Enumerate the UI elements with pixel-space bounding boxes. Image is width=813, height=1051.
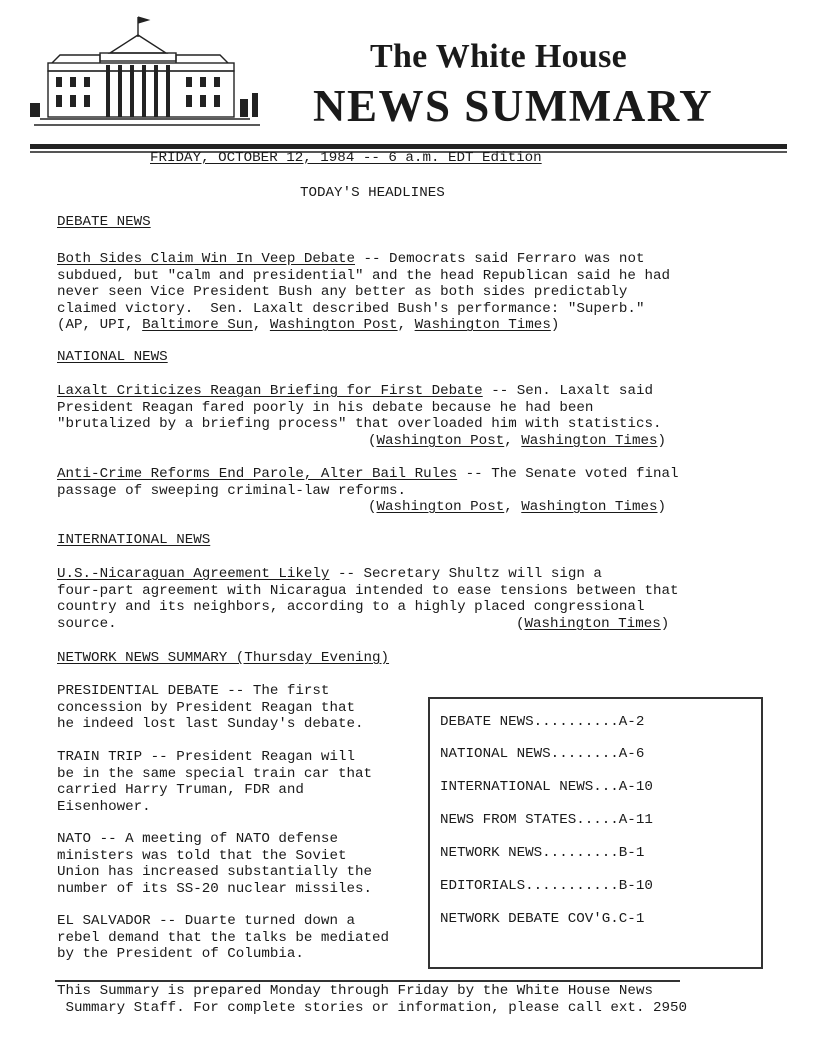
story-international-source: (Washington Times) <box>516 616 670 632</box>
index-item: NATIONAL NEWS........A-6 <box>440 746 645 762</box>
index-item: EDITORIALS...........B-10 <box>440 878 653 894</box>
masthead-subtitle: NEWS SUMMARY <box>313 81 714 131</box>
network-item-el-salvador: EL SALVADOR -- Duarte turned down a rebel demand that the talks be mediated by the President of Columbia. <box>57 913 390 963</box>
story-headline: U.S.-Nicaraguan Agreement Likely <box>57 566 330 582</box>
dateline: FRIDAY, OCTOBER 12, 1984 -- 6 a.m. EDT Edition <box>150 150 542 166</box>
story-text: -- The Senate voted final passage of sweeping criminal-law reforms. <box>57 466 679 499</box>
story-national-2 <box>57 466 687 499</box>
section-heading-national: NATIONAL NEWS <box>57 349 168 365</box>
story-headline: Laxalt Criticizes Reagan Briefing for First Debate <box>57 383 483 399</box>
network-item-debate: PRESIDENTIAL DEBATE -- The first concession by President Reagan that he indeed lost last Sunday's debate. <box>57 683 364 733</box>
story-headline: Both Sides Claim Win In Veep Debate <box>57 251 355 267</box>
footer-note: This Summary is prepared Monday through Friday by the White House News Summary Staff. For complete stories or information, please call ext. 2950 <box>57 983 688 1016</box>
story-text: -- Democrats said Ferraro was not subdued, but "calm and presidential" and the head Republican said he had never seen Vice President Bush any better as both sides predictably claimed victory. Sen. Laxalt described Bush's performance: "Superb." <box>57 251 670 317</box>
story-text: -- Secretary Shultz will sign a four-part agreement with Nicaragua intended to ease tensions between that country and its neighbors, according to a highly placed congressional source. <box>57 566 679 632</box>
masthead-title: The White House <box>370 38 628 75</box>
section-heading-debate: DEBATE NEWS <box>57 214 151 230</box>
story-headline: Anti-Crime Reforms End Parole, Alter Bail Rules <box>57 466 458 482</box>
source: Washington Post <box>269 317 398 334</box>
story-debate: Both Sides Claim Win In Veep Debate -- Democrats said Ferraro was not subdued, but "calm and presidential" and the head Republican said he had never seen Vice President Bush any better as both sides predictably claimed victory. Sen. Laxalt described Bush's performance: "Superb." (AP, UPI, Baltimore Sun, Washington Post, Washington Times) <box>57 251 670 334</box>
story-national-2-sources: (Washington Post, Washington Times) <box>368 499 667 515</box>
headlines-title: TODAY'S HEADLINES <box>300 185 445 201</box>
network-item-train: TRAIN TRIP -- President Reagan will be in the same special train car that carried Harry Truman, FDR and Eisenhower. <box>57 749 373 815</box>
network-item-nato: NATO -- A meeting of NATO defense ministers was told that the Soviet Union has increased substantially the number of its SS-20 nuclear missiles. <box>57 831 373 897</box>
index-item: NETWORK NEWS.........B-1 <box>440 845 645 861</box>
index-item: INTERNATIONAL NEWS...A-10 <box>440 779 653 795</box>
index-item: NETWORK DEBATE COV'G.C-1 <box>440 911 645 927</box>
white-house-logo <box>30 15 305 135</box>
source: Baltimore Sun <box>142 317 253 334</box>
masthead-rule <box>30 144 787 149</box>
footer-rule <box>55 980 680 982</box>
index-item: NEWS FROM STATES.....A-11 <box>440 812 653 828</box>
story-national-1-sources: (Washington Post, Washington Times) <box>368 433 667 449</box>
section-heading-international: INTERNATIONAL NEWS <box>57 532 211 548</box>
source: Washington Times <box>414 317 551 334</box>
story-text: -- Sen. Laxalt said President Reagan fared poorly in his debate because he had been "brutalized by a briefing process" that overloaded him with statistics. <box>57 383 662 433</box>
section-heading-network: NETWORK NEWS SUMMARY (Thursday Evening) <box>57 650 390 666</box>
contents-index-box <box>428 697 763 969</box>
index-item: DEBATE NEWS..........A-2 <box>440 714 645 730</box>
story-national-1 <box>57 383 687 433</box>
